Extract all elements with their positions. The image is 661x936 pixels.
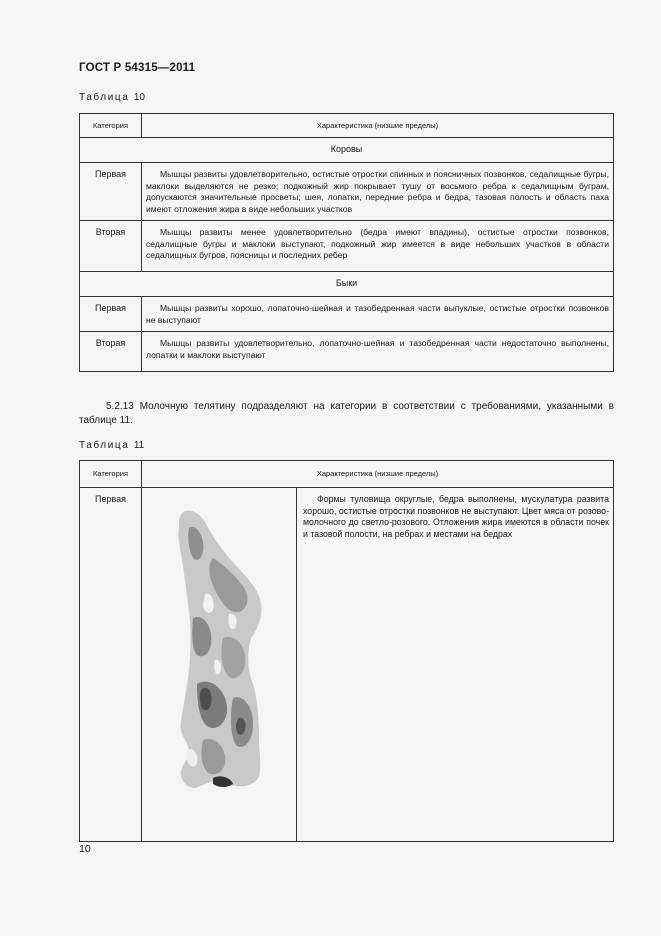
header-category: Категория [80,461,142,488]
category-cell: Первая [80,163,142,221]
page-number: 10 [79,843,91,855]
table-header-row [80,114,614,138]
category-cell: Вторая [80,221,142,272]
veal-carcass-illustration [143,488,296,837]
category-cell: Первая [80,297,142,332]
category-cell: Первая [80,488,142,842]
group-title: Коровы [80,138,614,163]
paragraph-5-2-13: 5.2.13 Молочную телятину подразделяют на категории в соответствии с требованиями, указанными в таблице 11. [79,401,614,426]
header-characteristic: Характеристика (низшие пределы) [142,461,614,488]
table-10-caption [79,92,145,103]
characteristic-cell: Мышцы развиты удовлетворительно, лопаточно-шейная и тазобедренная части недостаточно выполнены, лопатки и маклоки выступают [142,332,614,372]
table-row [80,221,614,272]
standard-number: ГОСТ Р 54315—2011 [79,62,196,74]
table-caption-number: 10 [133,92,145,103]
table-11 [79,460,614,842]
table-row [80,488,614,842]
group-row-cows [80,138,614,163]
characteristic-cell: Мышцы развиты удовлетворительно, остистые отростки спинных и поясничных позвонков, седалищные бугры, маклоки выделяются не резко; подкожный жир покрывает тушу от восьмого ребра к седалищным буграм, допускаются значительные просветы; шея, лопатки, передние ребра и бедра, тазовая полость и область паха имеют отложения жира в виде небольших участков [142,163,614,221]
characteristic-cell: Мышцы развиты менее удовлетворительно (бедра имеют впадины), остистые отростки позвонков, седалищные бугры и маклоки выступают, подкожный жир имеется в виде небольших участков в области седалищных бугров, поясницы и последних ребер [142,221,614,272]
table-header-row [80,461,614,488]
header-characteristic: Характеристика (низшие пределы) [142,114,614,138]
table-caption-number: 11 [133,440,145,451]
table-row [80,163,614,221]
table-row [80,332,614,372]
characteristic-cell: Формы туловища округлые, бедра выполнены, мускулатура развита хорошо, остистые отростки позвонков не выступают. Цвет мяса от розово-молочного до светло-розового. Отложения жира имеются в области почек и тазовой полости, на ребрах и местами на бедрах [297,488,614,842]
table-11-caption [79,440,144,451]
table-caption-word: Таблица [79,440,130,451]
category-cell: Вторая [80,332,142,372]
group-title: Быки [80,272,614,297]
table-caption-word: Таблица [79,92,130,103]
characteristic-cell: Мышцы развиты хорошо, лопаточно-шейная и тазобедренная части выпуклые, остистые отростки позвонков не выступают [142,297,614,332]
image-cell [142,488,297,842]
table-10 [79,113,614,372]
header-category: Категория [80,114,142,138]
group-row-bulls [80,272,614,297]
table-row [80,297,614,332]
